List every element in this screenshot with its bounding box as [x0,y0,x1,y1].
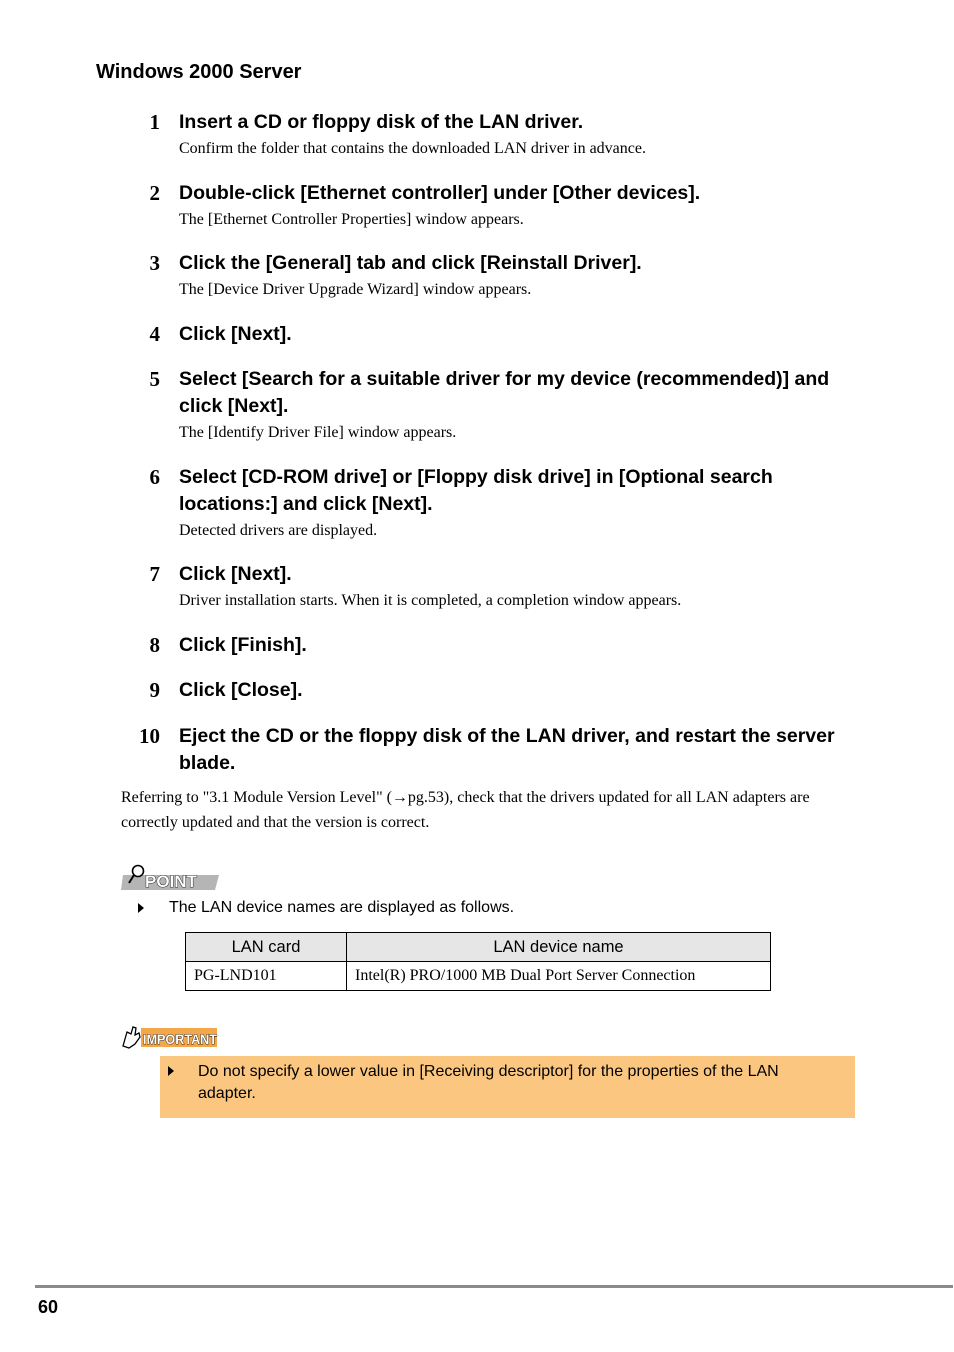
step-title: Click [Finish]. [179,634,307,656]
step-number: 6 [149,465,160,489]
step-description: Detected drivers are displayed. [179,522,378,539]
table-cell-lan-card: PG-LND101 [186,962,347,991]
page-number: 60 [38,1297,59,1317]
step-description: Driver installation starts. When it is completed, a completion window appears. [179,592,682,609]
important-badge-label: IMPORTANT [143,1031,218,1047]
step-number: 4 [149,322,160,346]
step-title: Select [CD-ROM drive] or [Floppy disk drive] in [Optional search locations:] and click [Next]. [179,466,773,515]
step-description: The [Device Driver Upgrade Wizard] window appears. [179,281,532,298]
point-badge [121,864,221,892]
bullet-triangle-icon [138,903,144,913]
bullet-triangle-icon [168,1066,174,1076]
table-header-device-name: LAN device name [347,933,771,962]
magnifier-icon [133,866,144,877]
footer-rule [35,1285,953,1288]
step-number: 2 [149,181,160,205]
step-title: Eject the CD or the floppy disk of the LAN driver, and restart the server blade. [179,725,835,774]
table-cell-device-name: Intel(R) PRO/1000 MB Dual Port Server Connection [347,962,771,991]
step-number: 7 [149,562,160,586]
step-title: Click [Next]. [179,323,292,345]
point-badge-label: POINT [145,872,197,891]
step-number: 5 [149,367,160,391]
step-number: 1 [149,110,160,134]
step-description: The [Ethernet Controller Properties] window appears. [179,211,524,228]
warning-hand-icon [123,1027,140,1048]
step-title: Click [Next]. [179,563,292,585]
version-check-paragraph: Referring to "3.1 Module Version Level" (→pg.53), check that the drivers updated for all LAN adapters are correctly updated and that the version is correct. [121,789,810,831]
step-title: Insert a CD or floppy disk of the LAN driver. [179,111,584,133]
step-title: Select [Search for a suitable driver for my device (recommended)] and click [Next]. [179,368,830,417]
lan-device-table [185,932,771,991]
step-number: 9 [149,678,160,702]
step-description: Confirm the folder that contains the downloaded LAN driver in advance. [179,140,646,157]
step-number: 10 [139,724,160,748]
table-header-lan-card: LAN card [186,933,347,962]
step-number: 8 [149,633,160,657]
table-row [186,962,771,991]
point-bullet-text: The LAN device names are displayed as follows. [169,899,515,916]
step-title: Click [Close]. [179,679,303,701]
step-title: Double-click [Ethernet controller] under [Other devices]. [179,182,701,204]
important-bullet-text: Do not specify a lower value in [Receiving descriptor] for the properties of the LAN adapter. [198,1063,779,1102]
step-title: Click the [General] tab and click [Reinstall Driver]. [179,252,642,274]
step-description: The [Identify Driver File] window appears. [179,424,457,441]
section-title: Windows 2000 Server [96,61,302,83]
important-box [160,1056,855,1118]
table-header-row [186,933,771,962]
step-number: 3 [149,251,160,275]
important-badge [121,1024,221,1050]
